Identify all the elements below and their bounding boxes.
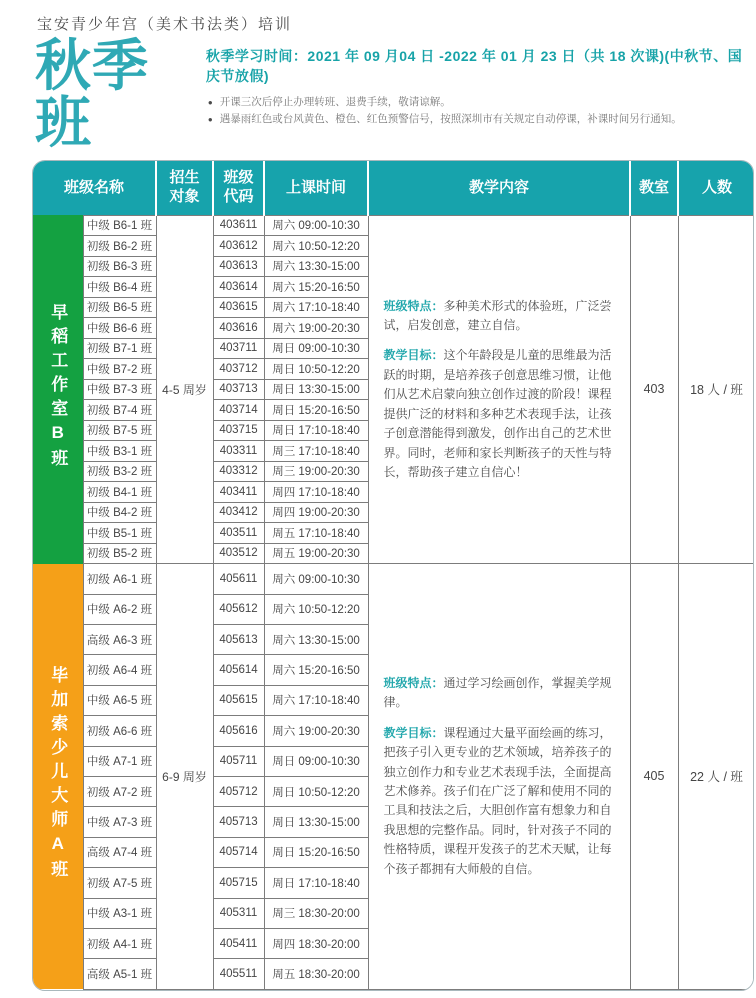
- class-name-cell: 初级 A6-1 班: [83, 564, 156, 594]
- schedule-table-wrap: [32, 160, 754, 990]
- age-cell: 6-9 周岁: [156, 564, 213, 989]
- content-paragraph: [384, 346, 615, 482]
- note-text: 遇暴雨红色或台风黄色、橙色、红色预警信号，按照深圳市有关规定自动停课，补课时间另行通知。: [219, 113, 682, 126]
- header-content: 教学内容: [368, 161, 630, 215]
- class-time-cell: 周日 15:20-16:50: [264, 837, 368, 867]
- content-cell: [368, 564, 630, 989]
- header-code: 班级代码: [213, 161, 264, 215]
- notes-list: [206, 94, 756, 129]
- title-info: [206, 46, 756, 129]
- note-item: [206, 94, 756, 111]
- class-name-cell: 初级 A7-5 班: [83, 868, 156, 898]
- capacity-cell: 18 人 / 班: [678, 215, 754, 564]
- class-time-cell: 周六 13:30-15:00: [264, 256, 368, 277]
- class-name-cell: 初级 B4-1 班: [83, 482, 156, 503]
- class-name-cell: 高级 A5-1 班: [83, 959, 156, 989]
- title-row: [35, 34, 756, 155]
- class-name-cell: 中级 B3-1 班: [83, 441, 156, 462]
- class-name-cell: 初级 B7-1 班: [83, 338, 156, 359]
- header-row: [33, 161, 754, 215]
- class-name-cell: 初级 B7-5 班: [83, 420, 156, 441]
- class-name-cell: 中级 B6-1 班: [83, 215, 156, 236]
- class-code-cell: 405411: [213, 928, 264, 958]
- class-time-cell: 周五 17:10-18:40: [264, 523, 368, 544]
- org-title: 宝安青少年宫（美术书法类）培训: [37, 16, 293, 33]
- class-time-cell: 周日 17:10-18:40: [264, 420, 368, 441]
- class-row: [33, 564, 754, 594]
- class-name-cell: 初级 B6-5 班: [83, 297, 156, 318]
- class-time-cell: 周六 19:00-20:30: [264, 318, 368, 339]
- bullet-icon: ●: [207, 115, 213, 125]
- class-name-cell: 中级 B6-4 班: [83, 277, 156, 298]
- content-paragraph: [384, 674, 615, 713]
- class-time-cell: 周日 13:30-15:00: [264, 807, 368, 837]
- content-text: 课程通过大量平面绘画的练习，把孩子引入更专业的艺术领域，培养孩子的独立创作力和专业艺术表现手法，全面提高艺术修养。孩子们在广泛了解和使用不同的工具和技法之后，大胆创作富有想象力和自我思想的完整作品。同时，针对孩子不同的性格特质，课程开发孩子的艺术天赋，让每个孩子都拥有大师般的自信。: [383, 725, 612, 876]
- class-code-cell: 403614: [213, 277, 264, 298]
- page-title: 秋季班: [35, 34, 149, 155]
- class-code-cell: 403613: [213, 256, 264, 277]
- class-code-cell: 403511: [213, 523, 264, 544]
- class-name-cell: 中级 A6-2 班: [83, 594, 156, 624]
- class-code-cell: 403615: [213, 297, 264, 318]
- class-code-cell: 405612: [213, 594, 264, 624]
- content-cell: [368, 215, 630, 564]
- class-time-cell: 周六 10:50-12:20: [264, 236, 368, 257]
- class-code-cell: 403611: [213, 215, 264, 236]
- class-code-cell: 405614: [213, 655, 264, 685]
- class-code-cell: 405615: [213, 685, 264, 715]
- table-header: [33, 161, 754, 215]
- class-time-cell: 周六 09:00-10:30: [264, 564, 368, 594]
- class-code-cell: 403713: [213, 379, 264, 400]
- class-code-cell: 405611: [213, 564, 264, 594]
- class-code-cell: 405714: [213, 837, 264, 867]
- section-group-cell: [33, 564, 83, 989]
- schedule-table: [33, 161, 754, 989]
- class-code-cell: 403311: [213, 441, 264, 462]
- class-code-cell: 405715: [213, 868, 264, 898]
- content-text: 通过学习绘画创作，掌握美学规律。: [383, 675, 612, 710]
- class-name-cell: 初级 A4-1 班: [83, 928, 156, 958]
- content-label: 班级特点：: [383, 298, 444, 313]
- class-time-cell: 周四 19:00-20:30: [264, 502, 368, 523]
- class-time-cell: 周日 13:30-15:00: [264, 379, 368, 400]
- age-cell: 4-5 周岁: [156, 215, 213, 564]
- section-group-label: 早稻工作室B班: [48, 302, 68, 473]
- class-time-cell: 周三 18:30-20:00: [264, 898, 368, 928]
- class-time-cell: 周六 19:00-20:30: [264, 716, 368, 746]
- class-time-cell: 周日 17:10-18:40: [264, 868, 368, 898]
- class-code-cell: 403312: [213, 461, 264, 482]
- class-name-cell: 初级 B3-2 班: [83, 461, 156, 482]
- class-name-cell: 初级 A6-6 班: [83, 716, 156, 746]
- class-time-cell: 周四 18:30-20:00: [264, 928, 368, 958]
- class-time-cell: 周六 17:10-18:40: [264, 685, 368, 715]
- room-cell: 405: [630, 564, 678, 989]
- class-time-cell: 周六 09:00-10:30: [264, 215, 368, 236]
- bullet-icon: ●: [207, 98, 213, 107]
- class-name-cell: 高级 A7-4 班: [83, 837, 156, 867]
- header-class-name: 班级名称: [33, 161, 156, 215]
- table-body: [33, 215, 754, 989]
- class-time-cell: 周日 10:50-12:20: [264, 776, 368, 806]
- class-name-cell: 初级 B6-3 班: [83, 256, 156, 277]
- note-text: 开课三次后停止办理转班、退费手续，敬请谅解。: [219, 96, 451, 108]
- header-room: 教室: [630, 161, 678, 215]
- content-label: 教学目标：: [383, 348, 444, 363]
- note-item: [206, 111, 756, 128]
- class-time-cell: 周六 17:10-18:40: [264, 297, 368, 318]
- class-code-cell: 403711: [213, 338, 264, 359]
- class-time-cell: 周日 10:50-12:20: [264, 359, 368, 380]
- class-code-cell: 405311: [213, 898, 264, 928]
- class-name-cell: 中级 A7-3 班: [83, 807, 156, 837]
- class-code-cell: 405712: [213, 776, 264, 806]
- content-label: 班级特点：: [383, 675, 444, 690]
- class-name-cell: 初级 B5-2 班: [83, 543, 156, 564]
- class-time-cell: 周四 17:10-18:40: [264, 482, 368, 503]
- class-name-cell: 中级 B7-3 班: [83, 379, 156, 400]
- header-time: 上课时间: [264, 161, 368, 215]
- class-time-cell: 周六 15:20-16:50: [264, 655, 368, 685]
- class-code-cell: 405713: [213, 807, 264, 837]
- class-name-cell: 初级 B7-4 班: [83, 400, 156, 421]
- section-group-label: 毕加索少儿大师A班: [48, 665, 68, 884]
- schedule-line: 秋季学习时间：2021 年 09 月04 日 -2022 年 01 月 23 日（共 18 次课)(中秋节、国庆节放假): [205, 48, 743, 84]
- class-time-cell: 周五 19:00-20:30: [264, 543, 368, 564]
- class-code-cell: 405711: [213, 746, 264, 776]
- class-time-cell: 周日 09:00-10:30: [264, 746, 368, 776]
- header-age: 招生对象: [156, 161, 213, 215]
- content-label: 教学目标：: [383, 725, 444, 740]
- class-time-cell: 周六 15:20-16:50: [264, 277, 368, 298]
- class-name-cell: 中级 B7-2 班: [83, 359, 156, 380]
- class-time-cell: 周日 15:20-16:50: [264, 400, 368, 421]
- class-code-cell: 403715: [213, 420, 264, 441]
- class-time-cell: 周三 17:10-18:40: [264, 441, 368, 462]
- header-people: 人数: [678, 161, 754, 215]
- capacity-cell: 22 人 / 班: [678, 564, 754, 989]
- class-name-cell: 中级 B5-1 班: [83, 523, 156, 544]
- class-name-cell: 中级 A3-1 班: [83, 898, 156, 928]
- room-cell: 403: [630, 215, 678, 564]
- class-code-cell: 403616: [213, 318, 264, 339]
- class-time-cell: 周三 19:00-20:30: [264, 461, 368, 482]
- class-name-cell: 高级 A6-3 班: [83, 625, 156, 655]
- class-code-cell: 403714: [213, 400, 264, 421]
- class-name-cell: 初级 B6-2 班: [83, 236, 156, 257]
- class-time-cell: 周五 18:30-20:00: [264, 959, 368, 989]
- content-text: 多种美术形式的体验班，广泛尝试，启发创意，建立自信。: [383, 298, 612, 332]
- class-name-cell: 初级 A7-2 班: [83, 776, 156, 806]
- section-group-cell: [33, 215, 83, 564]
- class-code-cell: 403712: [213, 359, 264, 380]
- class-name-cell: 中级 B6-6 班: [83, 318, 156, 339]
- class-name-cell: 中级 A7-1 班: [83, 746, 156, 776]
- content-paragraph: [384, 297, 615, 336]
- class-code-cell: 405613: [213, 625, 264, 655]
- class-name-cell: 中级 B4-2 班: [83, 502, 156, 523]
- content-paragraph: [384, 724, 615, 880]
- content-text: 这个年龄段是儿童的思维最为活跃的时期，是培养孩子创意思维习惯，让他们从艺术启蒙向独立创作过渡的阶段！课程提供广泛的材料和多种艺术表现手法，让孩子创意潜能得到激发，创作出自己的艺术世界。同时，老师和家长判断孩子的天性与特长，帮助孩子建立自信心！: [383, 348, 612, 479]
- class-code-cell: 403512: [213, 543, 264, 564]
- class-code-cell: 403612: [213, 236, 264, 257]
- class-time-cell: 周六 13:30-15:00: [264, 625, 368, 655]
- class-code-cell: 403411: [213, 482, 264, 503]
- class-time-cell: 周日 09:00-10:30: [264, 338, 368, 359]
- class-code-cell: 405511: [213, 959, 264, 989]
- class-row: [33, 215, 754, 236]
- class-name-cell: 中级 A6-5 班: [83, 685, 156, 715]
- class-code-cell: 403412: [213, 502, 264, 523]
- class-code-cell: 405616: [213, 716, 264, 746]
- class-time-cell: 周六 10:50-12:20: [264, 594, 368, 624]
- class-name-cell: 初级 A6-4 班: [83, 655, 156, 685]
